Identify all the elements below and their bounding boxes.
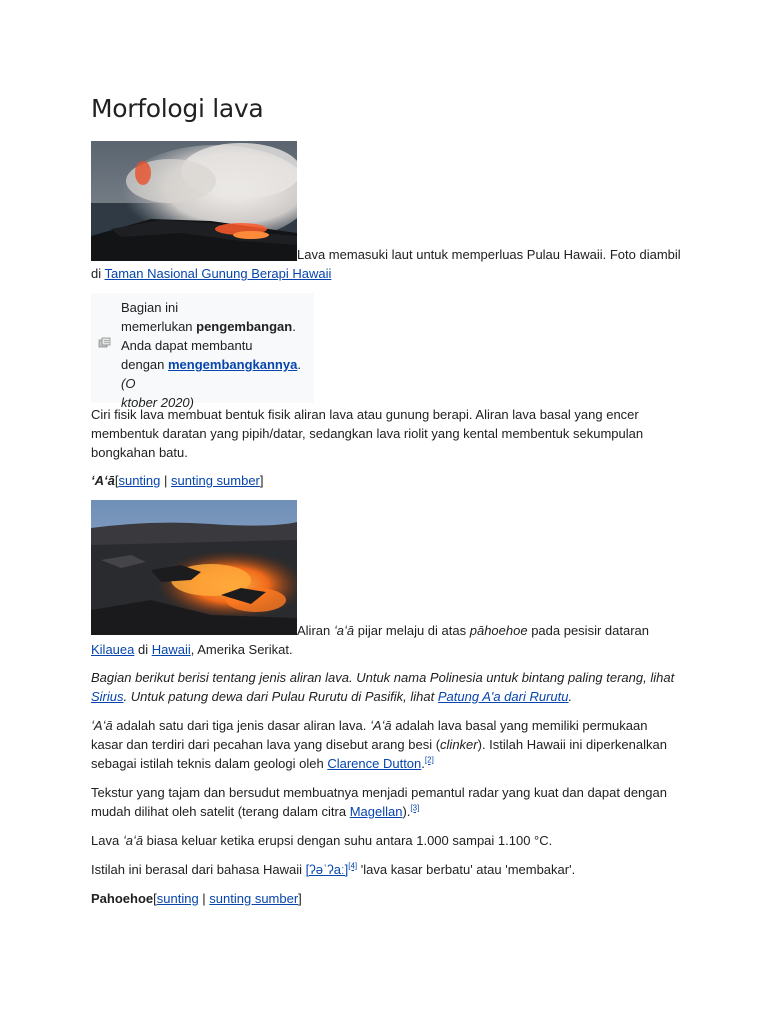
edit-source-link-aa[interactable]: sunting sumber — [171, 473, 260, 488]
aa-paragraph-2: Tekstur yang tajam dan bersudut membuatnya menjadi pemantul radar yang kuat dan dapat dengan mudah dilihat oleh satelit (terang dalam citra Magellan).[3] — [91, 785, 667, 819]
aa-paragraph-1: ʻAʻā adalah satu dari tiga jenis dasar aliran lava. ʻAʻā adalah lava basal yang memiliki permukaan kasar dan terdiri dari pecahan lava yang disebut arang besi (clinker). Istilah Hawaii ini diperkenalkan sebagai istilah teknis dalam geologi oleh Clarence Dutton.[2] — [91, 718, 667, 771]
expand-notice-box — [91, 293, 314, 410]
aa-paragraph-3: Lava ʻaʻā biasa keluar ketika erupsi dengan suhu antara 1.000 sampai 1.100 °C. — [91, 833, 553, 848]
notice-text: Bagian ini memerlukan pengembangan. Anda dapat membantu dengan mengembangkannya. (O ktober 2020) — [121, 300, 301, 410]
edit-link-aa[interactable]: sunting — [118, 473, 161, 488]
reference-3[interactable]: [3] — [410, 803, 420, 813]
aa-lava-photo[interactable] — [91, 500, 297, 635]
link-kilauea[interactable]: Kilauea — [91, 642, 135, 657]
figure1-caption: Lava memasuki laut untuk memperluas Pulau Hawaii. Foto diambil di Taman Nasional Gunung Berapi Hawaii — [91, 247, 681, 281]
section-heading-pahoehoe: Pahoehoe[sunting | sunting sumber] — [91, 891, 302, 906]
link-taman-nasional[interactable]: Taman Nasional Gunung Berapi Hawaii — [104, 266, 332, 281]
aa-paragraph-4: Istilah ini berasal dari bahasa Hawaii [ʔəˈʔaː][4] 'lava kasar berbatu' atau 'membakar'. — [91, 861, 576, 877]
edit-source-link-pahoehoe[interactable]: sunting sumber — [209, 891, 299, 906]
link-expand[interactable]: mengembangkannya — [168, 357, 298, 372]
figure2-caption: Aliran ʻaʻā pijar melaju di atas pāhoehoe pada pesisir dataran Kilauea di Hawaii, Amerika Serikat. — [91, 623, 649, 657]
link-clarence-dutton[interactable]: Clarence Dutton — [327, 756, 422, 771]
section-heading-aa: ʻAʻā[sunting | sunting sumber] — [91, 473, 264, 488]
link-patung[interactable]: Patung A'a dari Rurutu — [437, 689, 569, 704]
link-magellan[interactable]: Magellan — [349, 804, 403, 819]
link-sirius[interactable]: Sirius — [91, 689, 124, 704]
page-title: Morfologi lava — [91, 94, 264, 123]
lava-ocean-image — [91, 141, 297, 261]
lava-ocean-photo[interactable] — [91, 141, 297, 261]
link-hawaii[interactable]: Hawaii — [151, 642, 191, 657]
reference-2[interactable]: [2] — [424, 755, 434, 765]
edit-link-pahoehoe[interactable]: sunting — [156, 891, 199, 906]
intro-paragraph: Ciri fisik lava membuat bentuk fisik aliran lava atau gunung berapi. Aliran lava basal yang encer membentuk daratan yang pipih/datar, sedangkan lava riolit yang kental membentuk sekumpulan bongkahan batu. — [91, 407, 644, 460]
aa-lava-image — [91, 500, 297, 635]
link-ipa[interactable]: [ʔəˈʔaː] — [305, 862, 349, 877]
expand-section-icon — [98, 337, 112, 349]
hatnote: Bagian berikut berisi tentang jenis aliran lava. Untuk nama Polinesia untuk bintang paling terang, lihat Sirius. Untuk patung dewa dari Pulau Rurutu di Pasifik, lihat Patung A'a dari Rurutu. — [91, 670, 675, 704]
reference-4[interactable]: [4] — [348, 861, 358, 871]
